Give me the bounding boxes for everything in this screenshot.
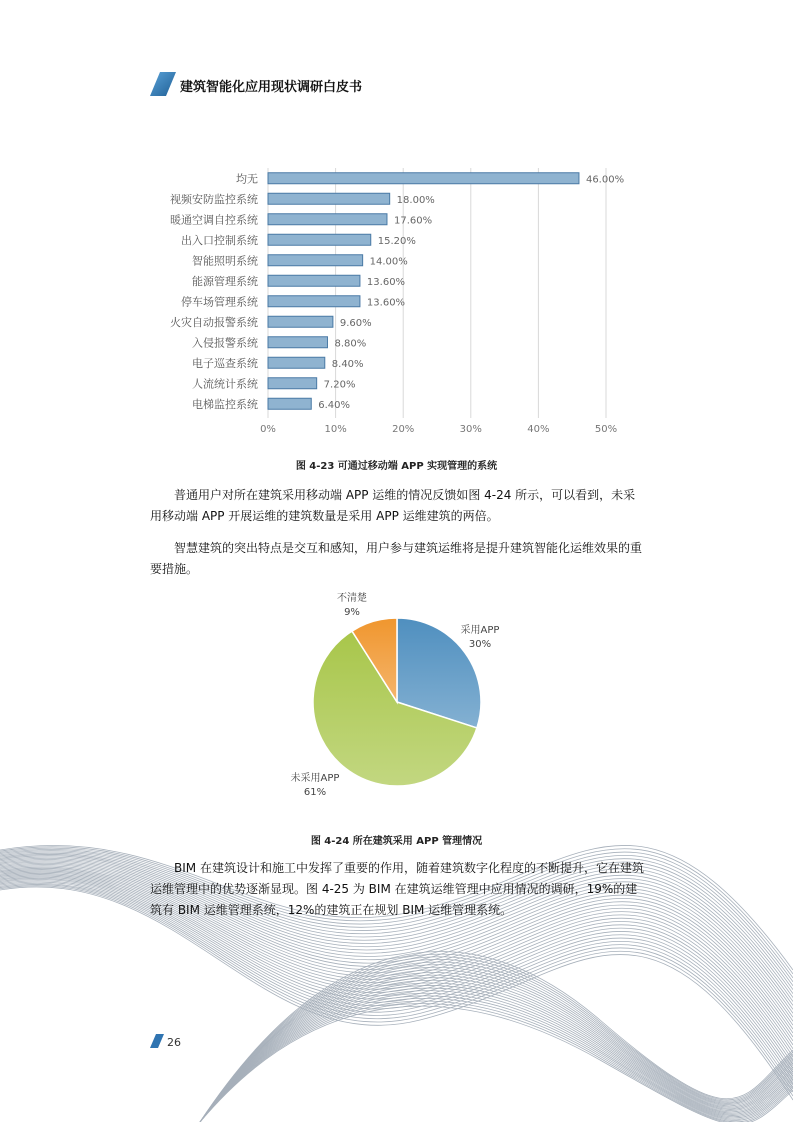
category-label: 入侵报警系统 [192,336,258,350]
bar [268,193,390,204]
bar [268,378,317,389]
bar [268,398,311,409]
category-label: 停车场管理系统 [181,295,258,309]
category-label: 电梯监控系统 [192,397,258,411]
bar [268,316,333,327]
pie-slice-value: 30% [468,639,492,650]
header-logo-icon [150,72,176,98]
bar-value-label: 46.00% [585,174,625,186]
x-tick-label: 20% [392,424,415,435]
category-label: 能源管理系统 [192,274,258,288]
x-tick-label: 50% [594,424,618,435]
wave-line [200,986,793,1122]
pie-slice-label: 采用APP [460,625,500,636]
pie-slice-label: 未采用APP [290,773,340,784]
category-label: 暖通空调自控系统 [170,213,258,227]
pie-slice-value: 9% [344,607,360,618]
bar-value-label: 18.00% [396,194,435,206]
bar-value-label: 6.40% [318,399,351,411]
paragraph-bim: BIM 在建筑设计和施工中发挥了重要的作用，随着建筑数字化程度的不断提升，它在建筑运维管理中的优势逐渐显现。图 4-25 为 BIM 在建筑运维管理中应用情况的调研，19%的建筑有 BIM 运维管理系统，12%的建筑正在规划 BIM 运维管理系统。 [150,861,644,917]
bar [268,357,325,368]
category-label: 视频安防监控系统 [170,192,258,206]
bar [268,337,327,348]
bar [268,234,371,245]
x-tick-label: 10% [324,424,347,435]
bar-chart-app-systems [130,160,650,440]
bar [268,275,360,286]
bar [268,255,363,266]
bar-value-label: 13.60% [366,276,406,288]
bar-value-label: 9.60% [339,317,372,329]
bar-value-label: 7.20% [323,379,356,391]
figure-caption-4-24: 图 4-24 所在建筑采用 APP 管理情况 [310,836,483,847]
pie-chart-app-adoption [250,585,560,810]
bar-value-label: 15.20% [377,235,416,247]
category-label: 火灾自动报警系统 [170,315,258,329]
category-label: 人流统计系统 [192,377,258,391]
pie-slice-label: 不清楚 [337,593,367,604]
bar [268,214,387,225]
bar-value-label: 8.40% [331,358,364,370]
category-label: 电子巡查系统 [192,356,258,370]
header-title: 建筑智能化应用现状调研白皮书 [180,80,363,95]
bar-value-label: 8.80% [334,338,367,350]
page-number: 26 [167,1036,181,1049]
wave-line [200,993,793,1122]
category-label: 出入口控制系统 [181,233,258,247]
pie-slice-value: 61% [303,787,327,798]
x-tick-label: 0% [260,424,276,435]
x-tick-label: 40% [527,424,550,435]
bar [268,296,360,307]
figure-caption-4-23: 图 4-23 可通过移动端 APP 实现管理的系统 [295,461,498,472]
bar-value-label: 17.60% [393,215,433,227]
page-number-mark-icon [150,1034,164,1048]
bar-value-label: 13.60% [366,297,406,309]
category-label: 智能照明系统 [192,254,258,268]
bar [268,173,579,184]
x-tick-label: 30% [459,424,482,435]
bar-value-label: 14.00% [369,256,408,268]
paragraph-interaction: 智慧建筑的突出特点是交互和感知，用户参与建筑运维将是提升建筑智能化运维效果的重要措施。 [150,541,643,576]
paragraph-app-feedback: 普通用户对所在建筑采用移动端 APP 运维的情况反馈如图 4-24 所示，可以看到，未采用移动端 APP 开展运维的建筑数量是采用 APP 运维建筑的两倍。 [150,488,636,523]
category-label: 均无 [236,172,258,186]
